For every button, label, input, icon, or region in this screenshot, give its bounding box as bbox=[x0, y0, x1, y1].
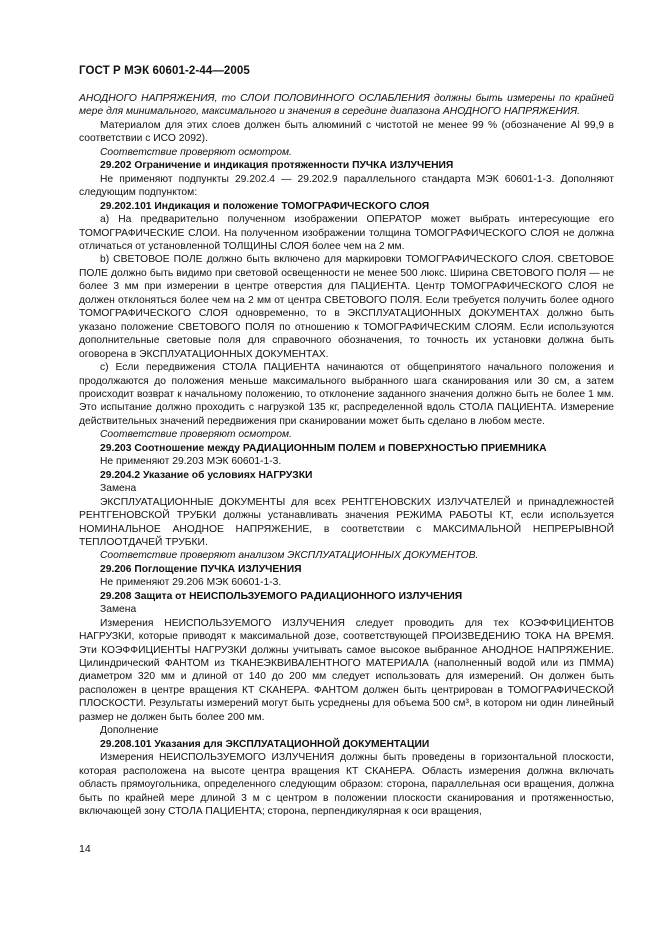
paragraph: Не применяют 29.203 МЭК 60601-1-3. bbox=[100, 456, 282, 468]
paragraph: Дополнение bbox=[100, 725, 159, 737]
section-heading: 29.204.2 Указание об условиях НАГРУЗКИ bbox=[100, 469, 313, 481]
page-number: 14 bbox=[79, 843, 91, 855]
paragraph: Измерения НЕИСПОЛЬЗУЕМОГО ИЗЛУЧЕНИЯ следует проводить для тех КОЭФФИЦИЕНТОВ НАГРУЗКИ, которые приводят к максимальной дозе, соответствующей ПРОИЗВЕДЕНИЮ ТОКА НА ВРЕМЯ. Эти КОЭФФИЦИЕНТЫ НАГРУЗКИ должны учитывать самое высокое выбранное АНОДНОЕ НАПРЯЖЕНИЕ. Цилиндрический ФАНТОМ из ТКАНЕЭКВИВАЛЕНТНОГО МАТЕРИАЛА (наполненный водой или из ПММА) диаметром 320 мм и длиной от 140 до 200 мм следует использовать для измерений. Он должен быть расположен в центре вращения КТ СКАНЕРА. ФАНТОМ должен быть центрирован в ТОМОГРАФИЧЕСКОЙ ПЛОСКОСТИ. Результаты измерений могут быть усреднены для объема 500 см³, в котором ни один линейный размер не должен быть более 200 мм. bbox=[79, 617, 614, 723]
section-heading: 29.206 Поглощение ПУЧКА ИЗЛУЧЕНИЯ bbox=[100, 563, 302, 575]
section-heading: 29.202.101 Индикация и положение ТОМОГРАФИЧЕСКОГО СЛОЯ bbox=[100, 200, 430, 212]
compliance-note: Соответствие проверяют анализом ЭКСПЛУАТАЦИОННЫХ ДОКУМЕНТОВ. bbox=[100, 550, 479, 562]
section-heading: 29.203 Соотношение между РАДИАЦИОННЫМ ПОЛЕМ и ПОВЕРХНОСТЬЮ ПРИЕМНИКА bbox=[100, 442, 547, 454]
paragraph: a) На предварительно полученном изображении ОПЕРАТОР может выбрать интересующие его ТОМОГРАФИЧЕСКИЕ СЛОИ. На полученном изображении толщина ТОМОГРАФИЧЕСКОГО СЛОЯ не должна отличаться от установленной ТОЛЩИНЫ СЛОЯ более чем на 2 мм. bbox=[79, 214, 614, 252]
paragraph: b) СВЕТОВОЕ ПОЛЕ должно быть включено для маркировки ТОМОГРАФИЧЕСКОГО СЛОЯ. СВЕТОВОЕ ПОЛЕ должно быть видимо при световой освещенности не менее 500 люкс. Ширина СВЕТОВОГО ПОЛЯ — не более 3 мм при измерении в центре отверстия для ПАЦИЕНТА. Центр ТОМОГРАФИЧЕСКОГО СЛОЯ не должен отклоняться более чем на 2 мм от центра СВЕТОВОГО ПОЛЯ. Если требуется получить более одного ТОМОГРАФИЧЕСКОГО СЛОЯ одновременно, то в ЭКСПЛУАТАЦИОННЫХ ДОКУМЕНТАХ должно быть указано положение СВЕТОВОГО ПОЛЯ по отношению к ТОМОГРАФИЧЕСКИМ СЛОЯМ. Если используются дополнительные световые поля для справочного обозначения, то точность их установки должна быть оговорена в ЭКСПЛУАТАЦИОННЫХ ДОКУМЕНТАХ. bbox=[79, 254, 614, 360]
paragraph: Не применяют подпункты 29.202.4 — 29.202.9 параллельного стандарта МЭК 60601-1-3. Дополняют следующим подпунктом: bbox=[79, 173, 614, 199]
paragraph: Замена bbox=[100, 604, 137, 616]
section-heading: 29.208 Защита от НЕИСПОЛЬЗУЕМОГО РАДИАЦИОННОГО ИЗЛУЧЕНИЯ bbox=[100, 590, 463, 602]
section-heading: 29.208.101 Указания для ЭКСПЛУАТАЦИОННОЙ ДОКУМЕНТАЦИИ bbox=[100, 738, 430, 750]
paragraph: c) Если передвижения СТОЛА ПАЦИЕНТА начинаются от общепринятого начального положения и продолжаются до положения меньше максимального выбранного шага сканирования или 30 см, а затем происходит возврат к начальному положению, то отклонение заданного значения должно быть не более 1 мм. Это испытание должно проходить с нагрузкой 135 кг, распределенной вдоль СТОЛА ПАЦИЕНТА. Измерение действительных значений передвижения при сканировании может быть сделано в любом месте. bbox=[79, 362, 614, 427]
compliance-note: Соответствие проверяют осмотром. bbox=[100, 429, 292, 441]
compliance-note: Соответствие проверяют осмотром. bbox=[100, 146, 292, 158]
paragraph: Измерения НЕИСПОЛЬЗУЕМОГО ИЗЛУЧЕНИЯ должны быть проведены в горизонтальной плоскости, которая расположена на высоте центра вращения КТ СКАНЕРА. Область измерения должна включать область прямоугольника, определенного следующим образом: сторона, параллельная оси вращения, должна быть по крайней мере длиной 3 м с центром в положении плоскости сканирования и протяженностью, включающей зону СТОЛА ПАЦИЕНТА; сторона, перпендикулярная к оси вращения, bbox=[79, 752, 614, 818]
paragraph: Не применяют 29.206 МЭК 60601-1-3. bbox=[100, 577, 282, 589]
running-header: ГОСТ Р МЭК 60601-2-44—2005 bbox=[79, 65, 250, 77]
paragraph: Замена bbox=[100, 483, 137, 495]
paragraph: ЭКСПЛУАТАЦИОННЫЕ ДОКУМЕНТЫ для всех РЕНТГЕНОВСКИХ ИЗЛУЧАТЕЛЕЙ и принадлежностей РЕНТГЕНОВСКОЙ ТРУБКИ должны устанавливать значения РЕЖИМА РАБОТЫ КТ, если используется НОМИНАЛЬНОЕ АНОДНОЕ НАПРЯЖЕНИЕ, в соответствии с МАКСИМАЛЬНОЙ НЕПРЕРЫВНОЙ ТЕПЛООТДАЧЕЙ ТРУБКИ. bbox=[79, 496, 614, 548]
paragraph: Материалом для этих слоев должен быть алюминий с чистотой не менее 99 % (обозначение Al 99,9 в соответствии с ИСО 2092). bbox=[79, 119, 614, 145]
document-body bbox=[79, 92, 614, 818]
paragraph: АНОДНОГО НАПРЯЖЕНИЯ, то СЛОИ ПОЛОВИННОГО ОСЛАБЛЕНИЯ должны быть измерены по крайней мере для минимального, максимального и значения в середине диапазона АНОДНОГО НАПРЯЖЕНИЯ. bbox=[79, 93, 614, 118]
section-heading: 29.202 Ограничение и индикация протяженности ПУЧКА ИЗЛУЧЕНИЯ bbox=[100, 160, 454, 172]
